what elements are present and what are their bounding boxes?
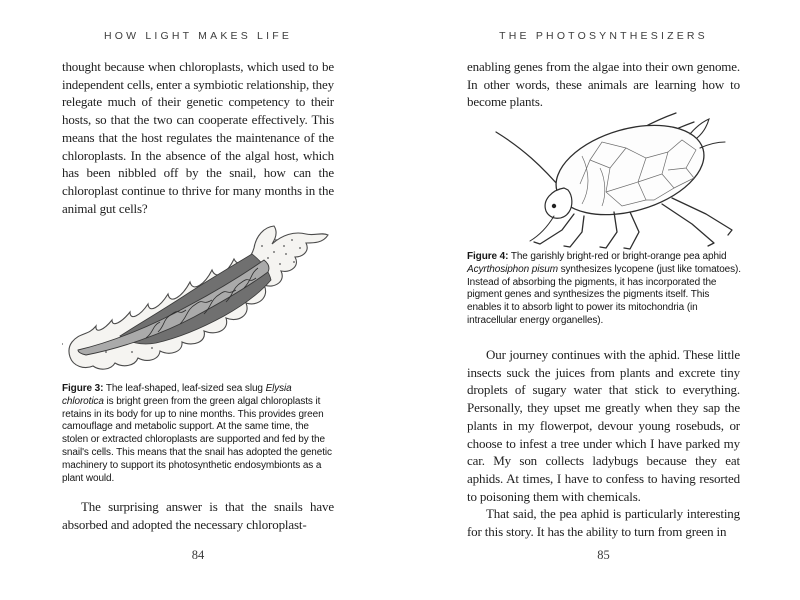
figure3-text-post: is bright green from the green algal chloroplasts it retains in its body for up to nine months. This provides green camouflage and metabolic support. At the same time, the stolen or extracted chloroplasts are supported and fed by the snail's cells. This means that the snail has adopted the genetic machinery to support its photosynthetic endosymbionts as a plant would.	[62, 395, 332, 484]
running-head-left: HOW LIGHT MAKES LIFE	[103, 30, 293, 42]
page-number-right: 85	[597, 548, 610, 562]
left-paragraph-bottom: The surprising answer is that the snails have absorbed and adopted the necessary chloroplast-	[62, 499, 334, 532]
figure4-label: Figure 4:	[467, 251, 509, 262]
left-paragraph-top: thought because when chloroplasts, which used to be independent cells, enter a symbiotic relationship, they relegate much of their genetic competency to their hosts, so that the two can cooperate effectively. This means that the host regulates the maintenance of the chloroplasts. In the absence of the algal host, which has been nibbled off by the snail, how can the chloroplast continue to thrive for many months in the animal gut cells?	[62, 59, 334, 216]
right-paragraph-bottom: That said, the pea aphid is particularly interesting for this story. It has the ability to turn from green in	[467, 506, 740, 540]
figure3-text-pre: The leaf-shaped, leaf-sized sea slug	[103, 383, 266, 394]
sea-slug-illustration	[62, 224, 336, 386]
running-head-right: THE PHOTOSYNTHESIZERS	[499, 30, 708, 42]
right-page	[400, 0, 800, 600]
pea-aphid-drawing	[478, 108, 750, 250]
aphid-antenna-left	[496, 132, 564, 192]
page-number-left: 84	[191, 548, 205, 562]
right-paragraph-mid: Our journey continues with the aphid. These little insects suck the juices from plants and excrete tiny droplets of sugary water that stick to everything. Personally, they upset me greatly when they sap the plants in my flowerpot, devour young rosebuds, or choose to infest a tree under which I have parked my car. My son collects ladybugs because they eat aphids. At times, I have to confess to having resorted to poisoning them with chemicals.	[467, 347, 740, 504]
figure3-label: Figure 3:	[62, 383, 104, 394]
figure4-caption	[467, 251, 741, 328]
figure3-species-name: Elysia chlorotica	[62, 383, 292, 407]
aphid-eye	[552, 204, 556, 208]
right-paragraph-top: enabling genes from the algae into their own genome. In other words, these animals are learning how to become plants.	[467, 59, 740, 110]
figure4-text-post: synthesizes lycopene (just like tomatoes). Instead of absorbing the pigments, it has incorporated the pigment genes and synthesizes the pigments itself. This enables it to absorb light to power its mitochondria (in intracellular energy organelles).	[467, 263, 741, 326]
figure3-caption	[62, 383, 336, 485]
pea-aphid-illustration	[478, 108, 750, 250]
aphid-head	[545, 188, 572, 218]
sea-slug-drawing	[62, 224, 336, 386]
right-body-flow	[467, 346, 740, 541]
figure4-text-pre: The garishly bright-red or bright-orange pea aphid	[508, 251, 727, 262]
figure4-species-name: Acyrthosiphon pisum	[467, 263, 558, 275]
